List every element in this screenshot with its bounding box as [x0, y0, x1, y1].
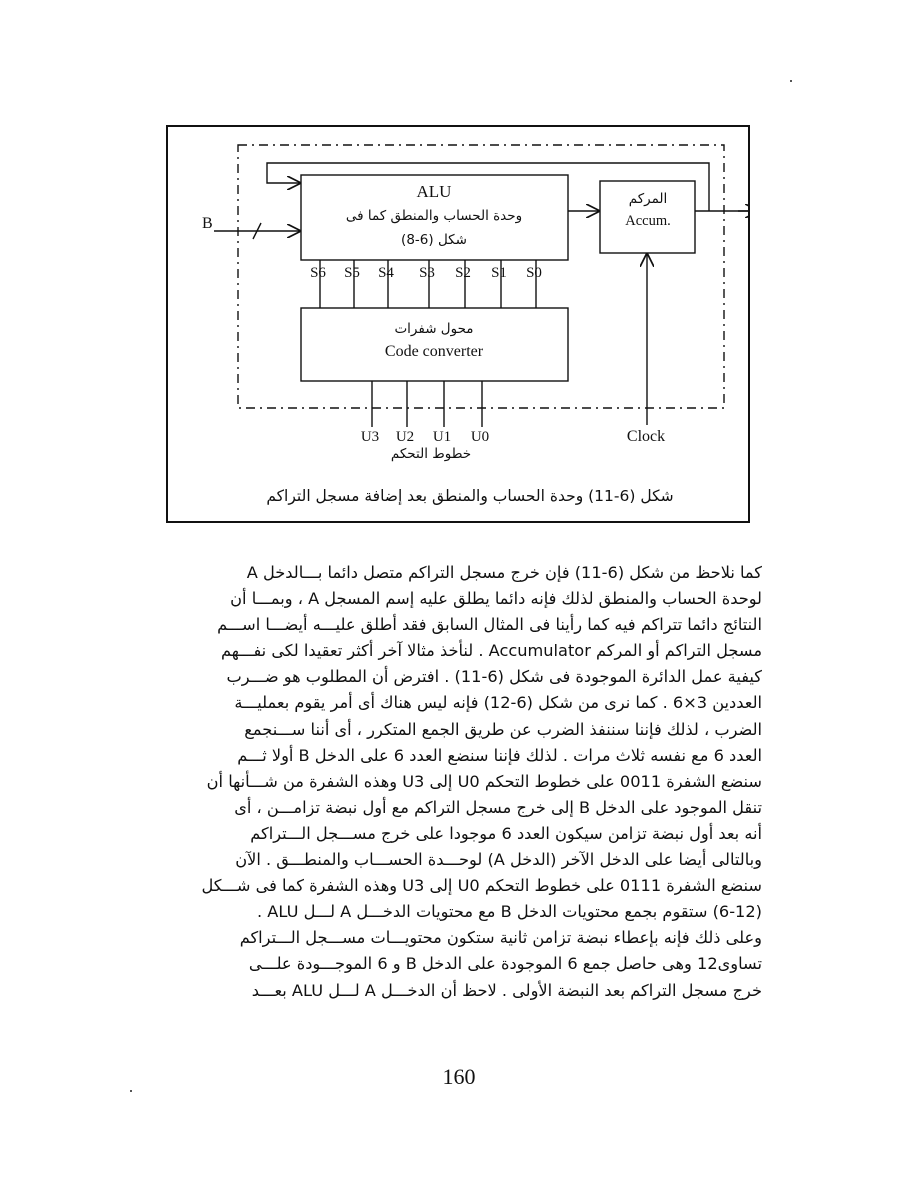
select-label-s4: S4	[378, 265, 394, 281]
figure-block-diagram	[166, 125, 750, 523]
body-line: سنضع الشفرة 0111 على خطوط التحكم U0 إلى U3 وهذه الشفرة كما فى شـــكل	[201, 876, 762, 896]
body-line: كما نلاحظ من شكل (6-11) فإن خرج مسجل التراكم متصل دائما بـــالدخل A	[246, 563, 762, 582]
body-paragraph	[150, 560, 762, 1004]
scan-speck	[790, 80, 792, 82]
control-lines	[361, 381, 489, 445]
alu-accumulator-diagram	[168, 127, 748, 521]
body-line: أنه بعد أول نبضة تزامن سيكون العدد 6 موجودا على خرج مســـجل الـــتراكم	[250, 823, 762, 843]
control-label-u0: U0	[470, 429, 490, 445]
alu-title: ALU	[416, 182, 452, 201]
converter-arabic: محول شفرات	[394, 321, 474, 337]
accumulator-arabic: المركم	[628, 191, 668, 207]
select-lines	[310, 260, 542, 308]
control-lines-label: خطوط التحكم	[390, 446, 472, 462]
body-line: لوحدة الحساب والمنطق لذلك فإنه دائما يطلق عليه إسم المسجل A ، وبمـــا أن	[230, 589, 762, 609]
page-number: 160	[442, 1064, 476, 1089]
body-line: وعلى ذلك فإنه بإعطاء نبضة تزامن ثانية ستكون محتويـــات مســـجل الـــتراكم	[239, 928, 762, 948]
body-line: تساوى12 وهى حاصل جمع 6 الموجودة على الدخل B و 6 الموجـــودة علـــى	[248, 954, 762, 974]
control-label-u3: U3	[360, 429, 380, 445]
scan-speck	[130, 1090, 132, 1092]
body-line: العددين 3×6 . كما نرى من شكل (6-12) فإنه ليس هناك أى أمر يقوم بعمليـــة	[234, 693, 762, 713]
figure-caption: شكل (6-11) وحدة الحساب والمنطق بعد إضافة مسجل التراكم	[266, 487, 674, 505]
select-label-s5: S5	[344, 265, 360, 281]
clock-label: Clock	[626, 428, 666, 445]
control-label-u2: U2	[395, 429, 415, 445]
body-line: تنقل الموجود على الدخل B إلى خرج مسجل التراكم مع أول نبضة تزامـــن ، أى	[234, 797, 762, 817]
body-line: كيفية عمل الدائرة الموجودة فى شكل (6-11) . افترض أن المطلوب هو ضـــرب	[226, 667, 762, 687]
select-label-s1: S1	[491, 265, 507, 281]
select-label-s3: S3	[419, 265, 435, 281]
select-label-s0: S0	[526, 265, 542, 281]
body-line: وبالتالى أيضا على الدخل الآخر (الدخل A) لوحـــدة الحســـاب والمنطـــق . الآن	[235, 850, 762, 870]
body-line: الضرب ، لذلك فإننا سننفذ الضرب عن طريق الجمع المتكرر ، أى أننا ســـنجمع	[244, 719, 762, 739]
input-b-label: B	[202, 215, 213, 232]
select-label-s6: S6	[310, 265, 326, 281]
select-label-s2: S2	[455, 265, 471, 281]
accumulator-english: Accum.	[625, 213, 671, 229]
body-line: العدد 6 مع نفسه ثلاث مرات . لذلك فإننا سنضع العدد 6 على الدخل B أولا ثـــم	[237, 745, 762, 765]
alu-arabic-line1: وحدة الحساب والمنطق كما فى	[345, 208, 523, 224]
converter-english: Code converter	[384, 343, 484, 360]
body-line: سنضع الشفرة 0011 على خطوط التحكم U0 إلى U3 وهذه الشفرة من شـــأنها أن	[206, 771, 762, 791]
body-line: خرج مسجل التراكم بعد النبضة الأولى . لاحظ أن الدخـــل A لـــل ALU بعـــد	[251, 980, 762, 1000]
alu-arabic-line2: شكل (6-8)	[401, 232, 467, 248]
body-line: النتائج دائما تتراكم فيه كما رأينا فى المثال السابق فقد أطلق عليـــه أيضـــا اســـم	[217, 615, 762, 635]
body-line: (6-12) ستقوم بجمع محتويات الدخل B مع محتويات الدخـــل A لـــل ALU .	[257, 902, 762, 922]
control-label-u1: U1	[432, 429, 452, 445]
body-line: مسجل التراكم أو المركم Accumulator . لنأخذ مثالا آخر أكثر تعقيدا لكى نفـــهم	[221, 641, 762, 661]
